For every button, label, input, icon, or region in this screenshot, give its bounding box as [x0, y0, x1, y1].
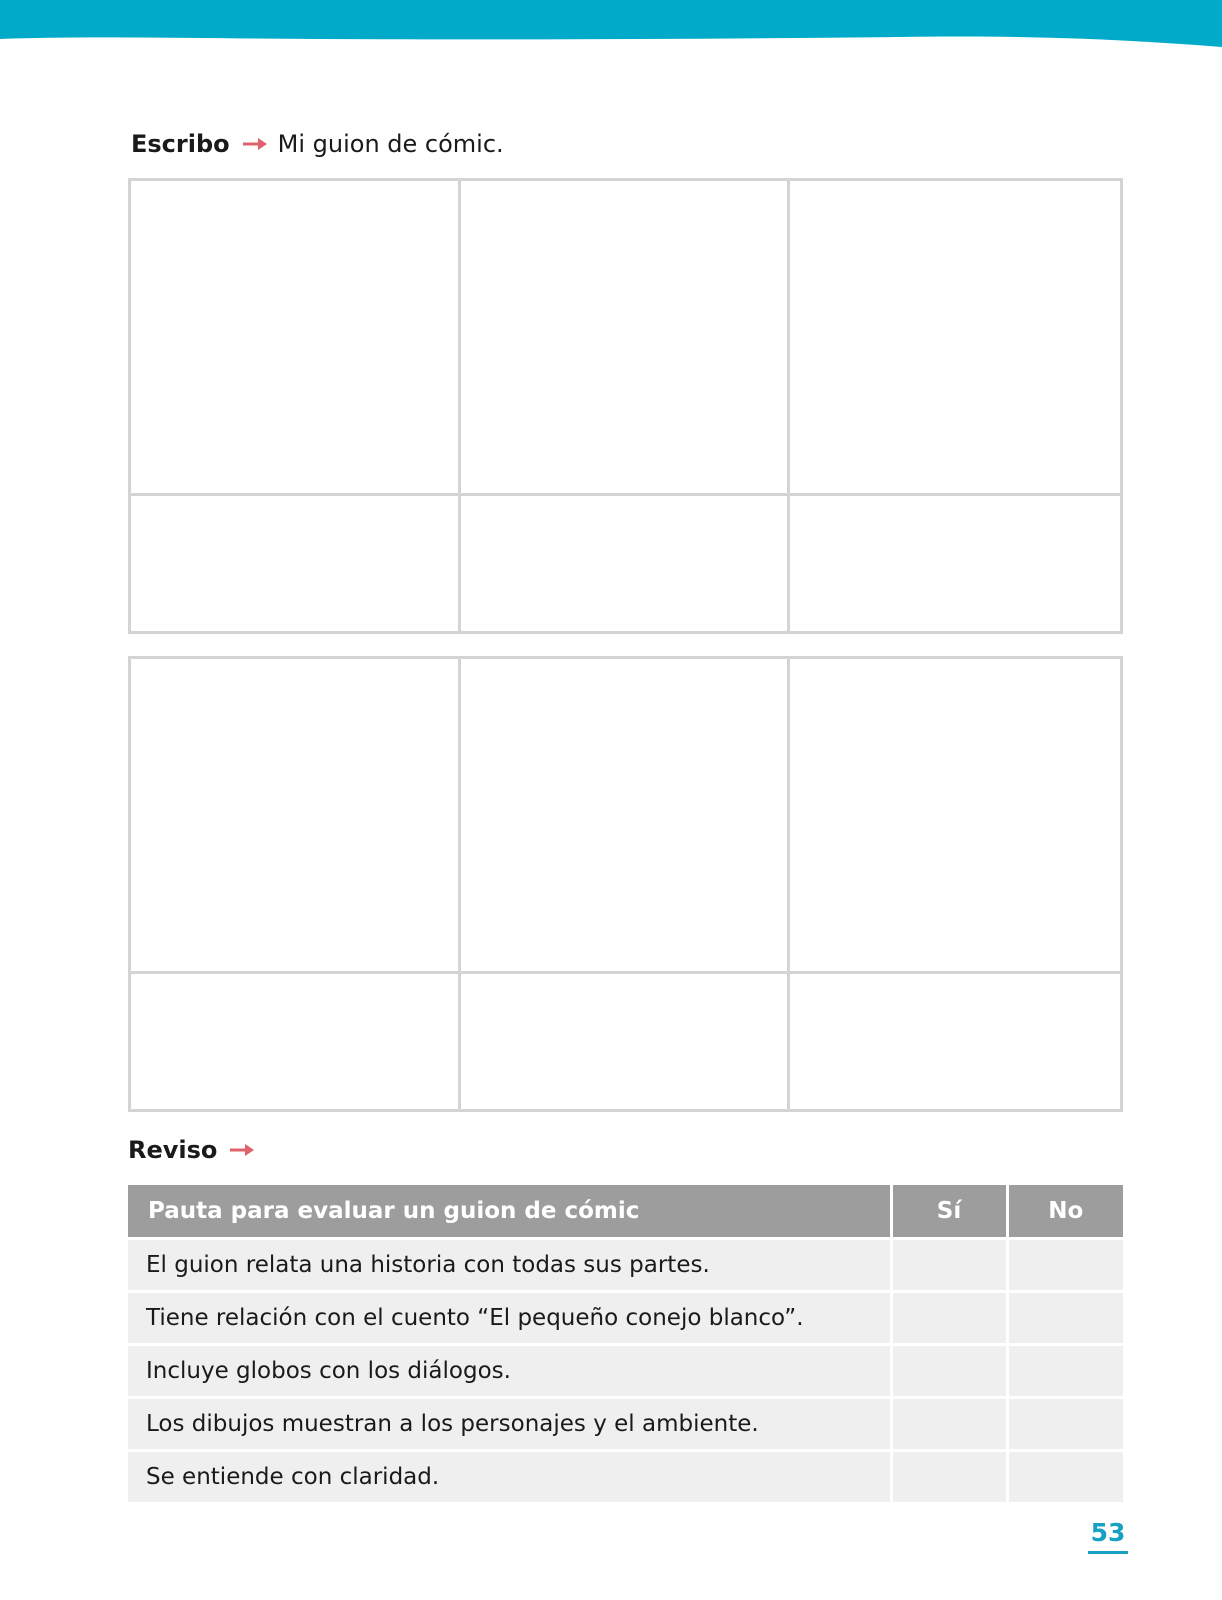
comic-grid-1: [128, 178, 1123, 634]
rubric-criteria: Se entiende con claridad.: [128, 1451, 891, 1503]
escribo-instruction: Mi guion de cómic.: [277, 130, 504, 158]
rubric-criteria: El guion relata una historia con todas sus partes.: [128, 1239, 891, 1292]
rubric-table: [128, 1185, 1123, 1502]
arrow-right-icon: [229, 1143, 255, 1157]
rubric-yes-header: Sí: [891, 1185, 1007, 1239]
rubric-yes-cell[interactable]: [891, 1451, 1007, 1503]
arrow-right-icon: [242, 137, 268, 151]
rubric-criteria: Los dibujos muestran a los personajes y el ambiente.: [128, 1398, 891, 1451]
rubric-yes-cell[interactable]: [891, 1239, 1007, 1292]
rubric-header-row: [128, 1185, 1123, 1239]
comic-panel[interactable]: [790, 659, 1120, 974]
comic-panel[interactable]: [790, 181, 1120, 496]
comic-grid-2: [128, 656, 1123, 1112]
page-number-underline: [1088, 1551, 1128, 1554]
comic-caption-box[interactable]: [790, 496, 1120, 631]
escribo-heading: [131, 128, 504, 160]
comic-panel[interactable]: [461, 659, 791, 974]
rubric-no-cell[interactable]: [1007, 1239, 1123, 1292]
rubric-yes-cell[interactable]: [891, 1292, 1007, 1345]
comic-caption-box[interactable]: [790, 974, 1120, 1109]
rubric-criteria-header: Pauta para evaluar un guion de cómic: [128, 1185, 891, 1239]
rubric-criteria: Incluye globos con los diálogos.: [128, 1345, 891, 1398]
rubric-yes-cell[interactable]: [891, 1345, 1007, 1398]
comic-caption-box[interactable]: [131, 496, 461, 631]
rubric-row: [128, 1451, 1123, 1503]
rubric-row: [128, 1239, 1123, 1292]
rubric-no-cell[interactable]: [1007, 1451, 1123, 1503]
page-number: 53: [1090, 1518, 1126, 1547]
comic-panel[interactable]: [131, 181, 461, 496]
comic-caption-box[interactable]: [131, 974, 461, 1109]
rubric-row: [128, 1292, 1123, 1345]
rubric-row: [128, 1345, 1123, 1398]
comic-panel[interactable]: [131, 659, 461, 974]
rubric-no-cell[interactable]: [1007, 1345, 1123, 1398]
top-wave-banner: [0, 0, 1222, 50]
comic-caption-box[interactable]: [461, 974, 791, 1109]
comic-caption-box[interactable]: [461, 496, 791, 631]
comic-panel[interactable]: [461, 181, 791, 496]
rubric-no-header: No: [1007, 1185, 1123, 1239]
escribo-label: Escribo: [131, 130, 230, 158]
revisa-label: Reviso: [128, 1136, 218, 1164]
rubric-no-cell[interactable]: [1007, 1398, 1123, 1451]
rubric-yes-cell[interactable]: [891, 1398, 1007, 1451]
rubric-criteria: Tiene relación con el cuento “El pequeño conejo blanco”.: [128, 1292, 891, 1345]
rubric-row: [128, 1398, 1123, 1451]
revisa-heading: [128, 1134, 265, 1166]
rubric-no-cell[interactable]: [1007, 1292, 1123, 1345]
